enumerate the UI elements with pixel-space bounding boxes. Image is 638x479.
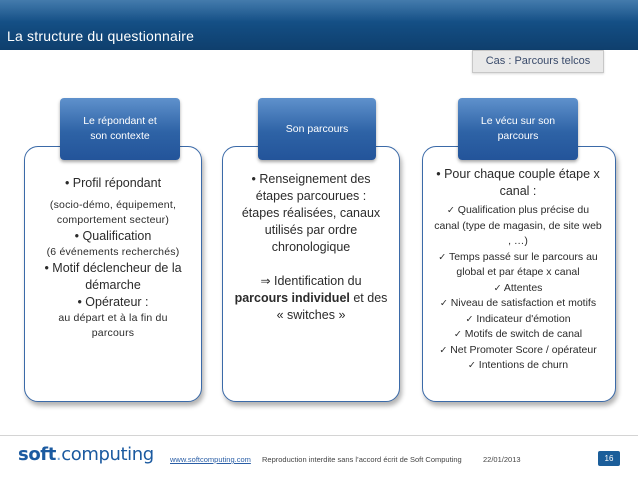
column-content-experience: [424, 166, 612, 374]
header-line: son contexte: [90, 130, 150, 142]
list-item: au départ et à la fin du: [58, 312, 168, 324]
list-item: parcours: [91, 327, 135, 339]
list-item: étapes parcourues :: [255, 189, 367, 203]
softcomputing-logo: soft.computing: [18, 444, 154, 465]
column-header-experience: [458, 98, 578, 160]
list-item: utilisés par ordre: [264, 223, 358, 237]
intro-line: canal :: [499, 184, 537, 198]
page-number: 16: [598, 451, 620, 466]
column-header-respondent: [60, 98, 180, 160]
list-item: démarche: [85, 278, 141, 292]
list-item: • Motif déclencheur de la: [44, 261, 182, 275]
footer-copyright: Reproduction interdite sans l’accord écrit de Soft Computing: [262, 455, 462, 464]
list-item: • Qualification: [74, 229, 152, 243]
check-icon: ✓: [465, 313, 474, 325]
conclusion-tail: « switches »: [276, 308, 346, 322]
check-item: ✓ Motifs de switch de canal: [453, 328, 583, 340]
check-item: ✓ Temps passé sur le parcours au: [438, 250, 598, 263]
title-bar-sheen: [0, 0, 638, 22]
column-content-respondent: [28, 175, 198, 341]
header-line: Son parcours: [285, 122, 349, 135]
check-icon: ✓: [446, 205, 455, 216]
implies-arrow-icon: ⇒: [260, 274, 271, 288]
check-icon: ✓: [493, 282, 502, 294]
check-item: ✓ Net Promoter Score / opérateur: [439, 343, 597, 356]
check-item: ✓ Niveau de satisfaction et motifs: [439, 297, 597, 309]
header-line: Le répondant et: [83, 115, 157, 127]
conclusion-bold: parcours individuel: [234, 291, 350, 305]
list-item: • Renseignement des: [251, 172, 371, 186]
case-badge: Cas : Parcours telcos: [472, 50, 604, 73]
slide-title: La structure du questionnaire: [7, 28, 195, 44]
check-icon: ✓: [439, 344, 448, 356]
conclusion-line: [226, 273, 396, 290]
title-bar: [0, 0, 638, 50]
check-item: ✓ Indicateur d'émotion: [465, 312, 571, 325]
header-line: parcours: [497, 130, 539, 142]
conclusion-line: [226, 290, 396, 307]
check-icon: ✓: [467, 360, 476, 371]
check-icon: ✓: [438, 251, 447, 263]
header-line: Le vécu sur son: [480, 115, 556, 127]
footer-website-link[interactable]: www.softcomputing.com: [170, 455, 251, 464]
footer-date: 22/01/2013: [483, 455, 521, 464]
list-item: étapes réalisées, canaux: [241, 206, 381, 220]
check-item: ✓ Attentes: [493, 281, 543, 294]
list-item: • Profil répondant: [64, 176, 162, 190]
intro-line: • Pour chaque couple étape x: [436, 167, 600, 181]
conclusion-lead: Identification du: [273, 274, 362, 288]
check-item-cont: global et par étape x canal: [456, 266, 580, 278]
check-icon: ✓: [453, 329, 462, 340]
footer-divider: [0, 435, 638, 436]
list-item: comportement secteur): [56, 214, 170, 226]
check-item: ✓ Qualification plus précise du: [446, 204, 590, 216]
column-header-journey: [258, 98, 376, 160]
list-item: • Opérateur :: [77, 295, 149, 309]
list-item: chronologique: [271, 240, 351, 254]
check-item-cont: canal (type de magasin, de site web: [434, 219, 602, 232]
column-content-journey: [226, 171, 396, 324]
check-item: ✓ Intentions de churn: [467, 359, 569, 371]
check-item-cont: , …): [508, 235, 528, 247]
conclusion-rest: et des: [353, 291, 388, 305]
list-item: (6 événements recherchés): [46, 246, 180, 258]
list-item: (socio-démo, équipement,: [49, 199, 177, 211]
check-icon: ✓: [439, 298, 448, 309]
